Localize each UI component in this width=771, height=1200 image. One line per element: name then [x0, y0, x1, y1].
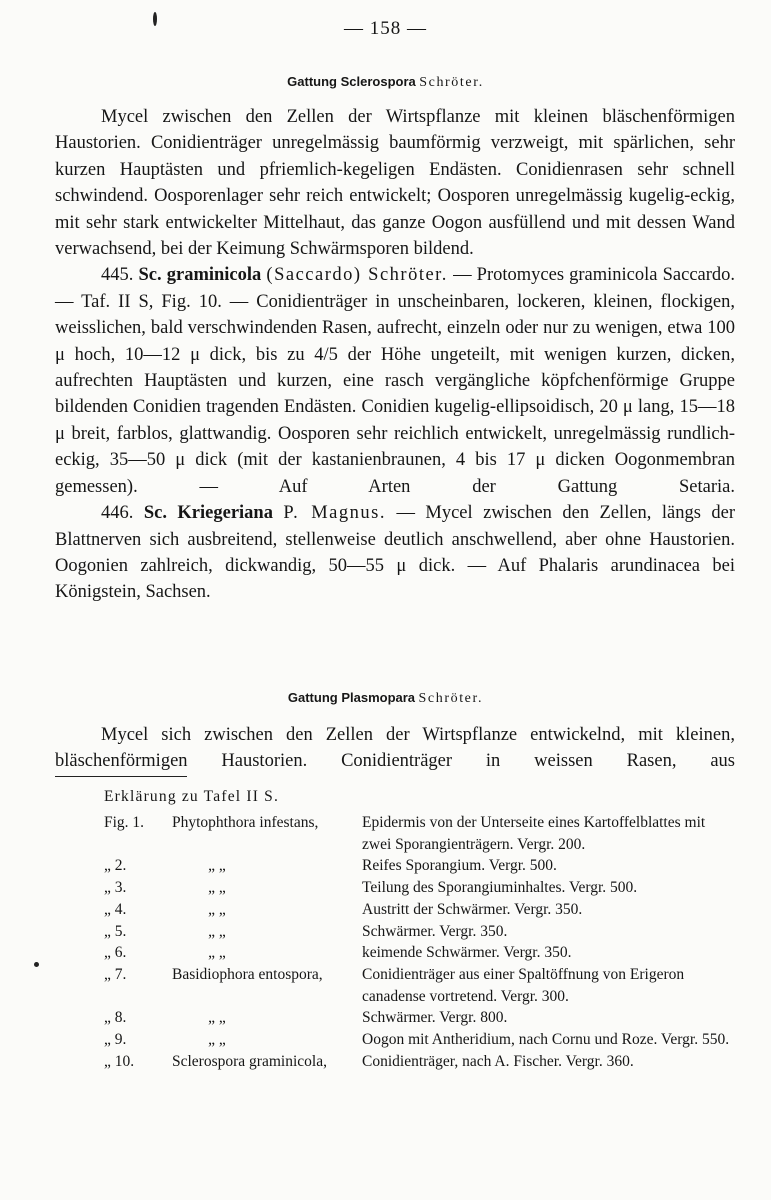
figure-number: Fig. 1. — [104, 814, 145, 831]
taxon: Sclerospora graminicola, — [172, 1052, 327, 1070]
species-author: (Saccardo) Schröter. — [266, 265, 448, 286]
figure-number: „ 6. — [104, 944, 127, 962]
explanation-row — [104, 1007, 734, 1029]
figure-description: Epidermis von der Unterseite eines Kartoffelblattes mit zwei Sporangienträgern. Vergr. 200. — [362, 814, 706, 853]
figure-description: Schwärmer. Vergr. 350. — [362, 922, 508, 940]
ditto-mark: „ „ — [208, 857, 226, 875]
genus-description: Mycel sich zwischen den Zellen der Wirtspflanze entwickelnd, mit kleinen, bläschenförmigen Haustorien. Conidienträger in weissen Rasen, aus — [55, 725, 735, 772]
explanation-row — [104, 812, 734, 855]
figure-number: „ 7. — [104, 965, 127, 983]
figure-description: Oogon mit Antheridium, nach Cornu und Roze. Vergr. 550. — [362, 1031, 730, 1049]
genus-author: Schröter. — [419, 75, 484, 90]
sclerospora-text — [55, 104, 735, 606]
taxon: Phytophthora infestans, — [172, 814, 319, 831]
species-name: Sc. Kriegeriana — [143, 503, 273, 524]
explanation-row — [104, 899, 734, 921]
page-number: — 158 — — [344, 18, 427, 39]
genus-heading-plasmopara — [0, 690, 771, 707]
figure-number: „ 9. — [104, 1031, 127, 1049]
plate-explanation-table — [104, 812, 734, 1072]
figure-number: „ 3. — [104, 879, 127, 897]
explanation-row — [104, 921, 734, 943]
taxon: Basidiophora entospora, — [172, 965, 323, 983]
species-number: 445. — [101, 265, 134, 286]
print-speck — [34, 962, 39, 967]
figure-number: „ 10. — [104, 1052, 135, 1070]
ditto-mark: „ „ — [208, 922, 226, 940]
figure-description: Reifes Sporangium. Vergr. 500. — [362, 857, 557, 875]
ditto-mark: „ „ — [208, 944, 226, 962]
figure-description: Teilung des Sporangiuminhaltes. Vergr. 500. — [362, 879, 638, 897]
ditto-mark: „ „ — [208, 879, 226, 897]
ditto-mark: „ „ — [208, 1031, 226, 1049]
ditto-mark: „ „ — [208, 1009, 226, 1027]
figure-number: „ 8. — [104, 1009, 127, 1027]
explanation-row — [104, 942, 734, 964]
genus-name: Gattung Sclerospora — [287, 74, 416, 89]
species-446 — [55, 500, 735, 606]
figure-description: Conidienträger, nach A. Fischer. Vergr. 360. — [362, 1052, 634, 1070]
genus-description: Mycel zwischen den Zellen der Wirtspflanze mit kleinen bläschenförmigen Haustorien. Conidienträger unregelmässig baumförmig verzweigt, mit spärlichen, sehr kurzen Hauptästen und pfriemlich-kegeligen Endästen. Conidienrasen sehr schnell schwindend. Oosporenlager sehr reich entwickelt; Oosporen unregelmässig kugelig-eckig, mit sehr stark entwickelter Mittelhaut, das ganze Oogon ausfüllend und mit dessen Wand verwachsend, bei der Keimung Schwärmsporen bildend. — [55, 107, 735, 260]
ditto-mark: „ „ — [208, 900, 226, 918]
species-description: — Protomyces graminicola Saccardo. — Taf. II S, Fig. 10. — Conidienträger in unscheinbaren, lockeren, kleinen, flockigen, weisslichen, bald verschwindenden Rasen, aufrecht, einzeln oder nur zu wenigen, etwa 100 μ hoch, 10—12 μ dick, bis zu 4/5 der Höhe ungeteilt, mit wenigen kurzen, dicken, aufrechten Hauptästen und kurzen, eine rasch vergängliche köpfchenförmige Gruppe bildenden Conidien tragenden Endästen. Conidien kugelig-ellipsoidisch, 20 μ lang, 15—18 μ breit, farblos, glattwandig. Oosporen sehr reichlich entwickelt, unregelmässig rundlich-eckig, 35—50 μ dick (mit der kastanienbraunen, 4 bis 17 μ dicken Oogonmembran gemessen). — Auf Arten der Gattung Setaria. — [55, 265, 736, 497]
species-name: Sc. graminicola — [138, 265, 262, 286]
explanation-row — [104, 964, 734, 1007]
genus-author: Schröter. — [418, 691, 484, 706]
species-description: — Mycel zwischen den Zellen, längs der Blattnerven sich ausbreitend, stellenweise deutlich anschwellend, aber ohne Haustorien. Oogonien zahlreich, dickwandig, 50—55 μ dick. — Auf Phalaris arundinacea bei Königstein, Sachsen. — [55, 503, 736, 603]
plate-explanation-title: Erklärung zu Tafel II S. — [104, 788, 280, 805]
species-445 — [55, 262, 735, 500]
explanation-row — [104, 855, 734, 877]
explanation-row — [104, 1051, 734, 1073]
figure-number: „ 5. — [104, 922, 127, 940]
footnote-rule — [55, 776, 187, 777]
figure-number: „ 2. — [104, 857, 127, 875]
plasmopara-text — [55, 722, 735, 775]
figure-description: Conidienträger aus einer Spaltöffnung von Erigeron canadense vortretend. Vergr. 300. — [362, 965, 685, 1005]
explanation-row — [104, 1029, 734, 1051]
genus-name: Gattung Plasmopara — [287, 690, 416, 705]
figure-number: „ 4. — [104, 900, 127, 918]
figure-description: Schwärmer. Vergr. 800. — [362, 1009, 508, 1027]
species-author: P. Magnus. — [283, 503, 386, 524]
figure-description: keimende Schwärmer. Vergr. 350. — [362, 944, 572, 962]
explanation-row — [104, 877, 734, 899]
figure-description: Austritt der Schwärmer. Vergr. 350. — [362, 900, 583, 918]
genus-heading-sclerospora — [0, 74, 771, 91]
species-number: 446. — [101, 503, 134, 524]
